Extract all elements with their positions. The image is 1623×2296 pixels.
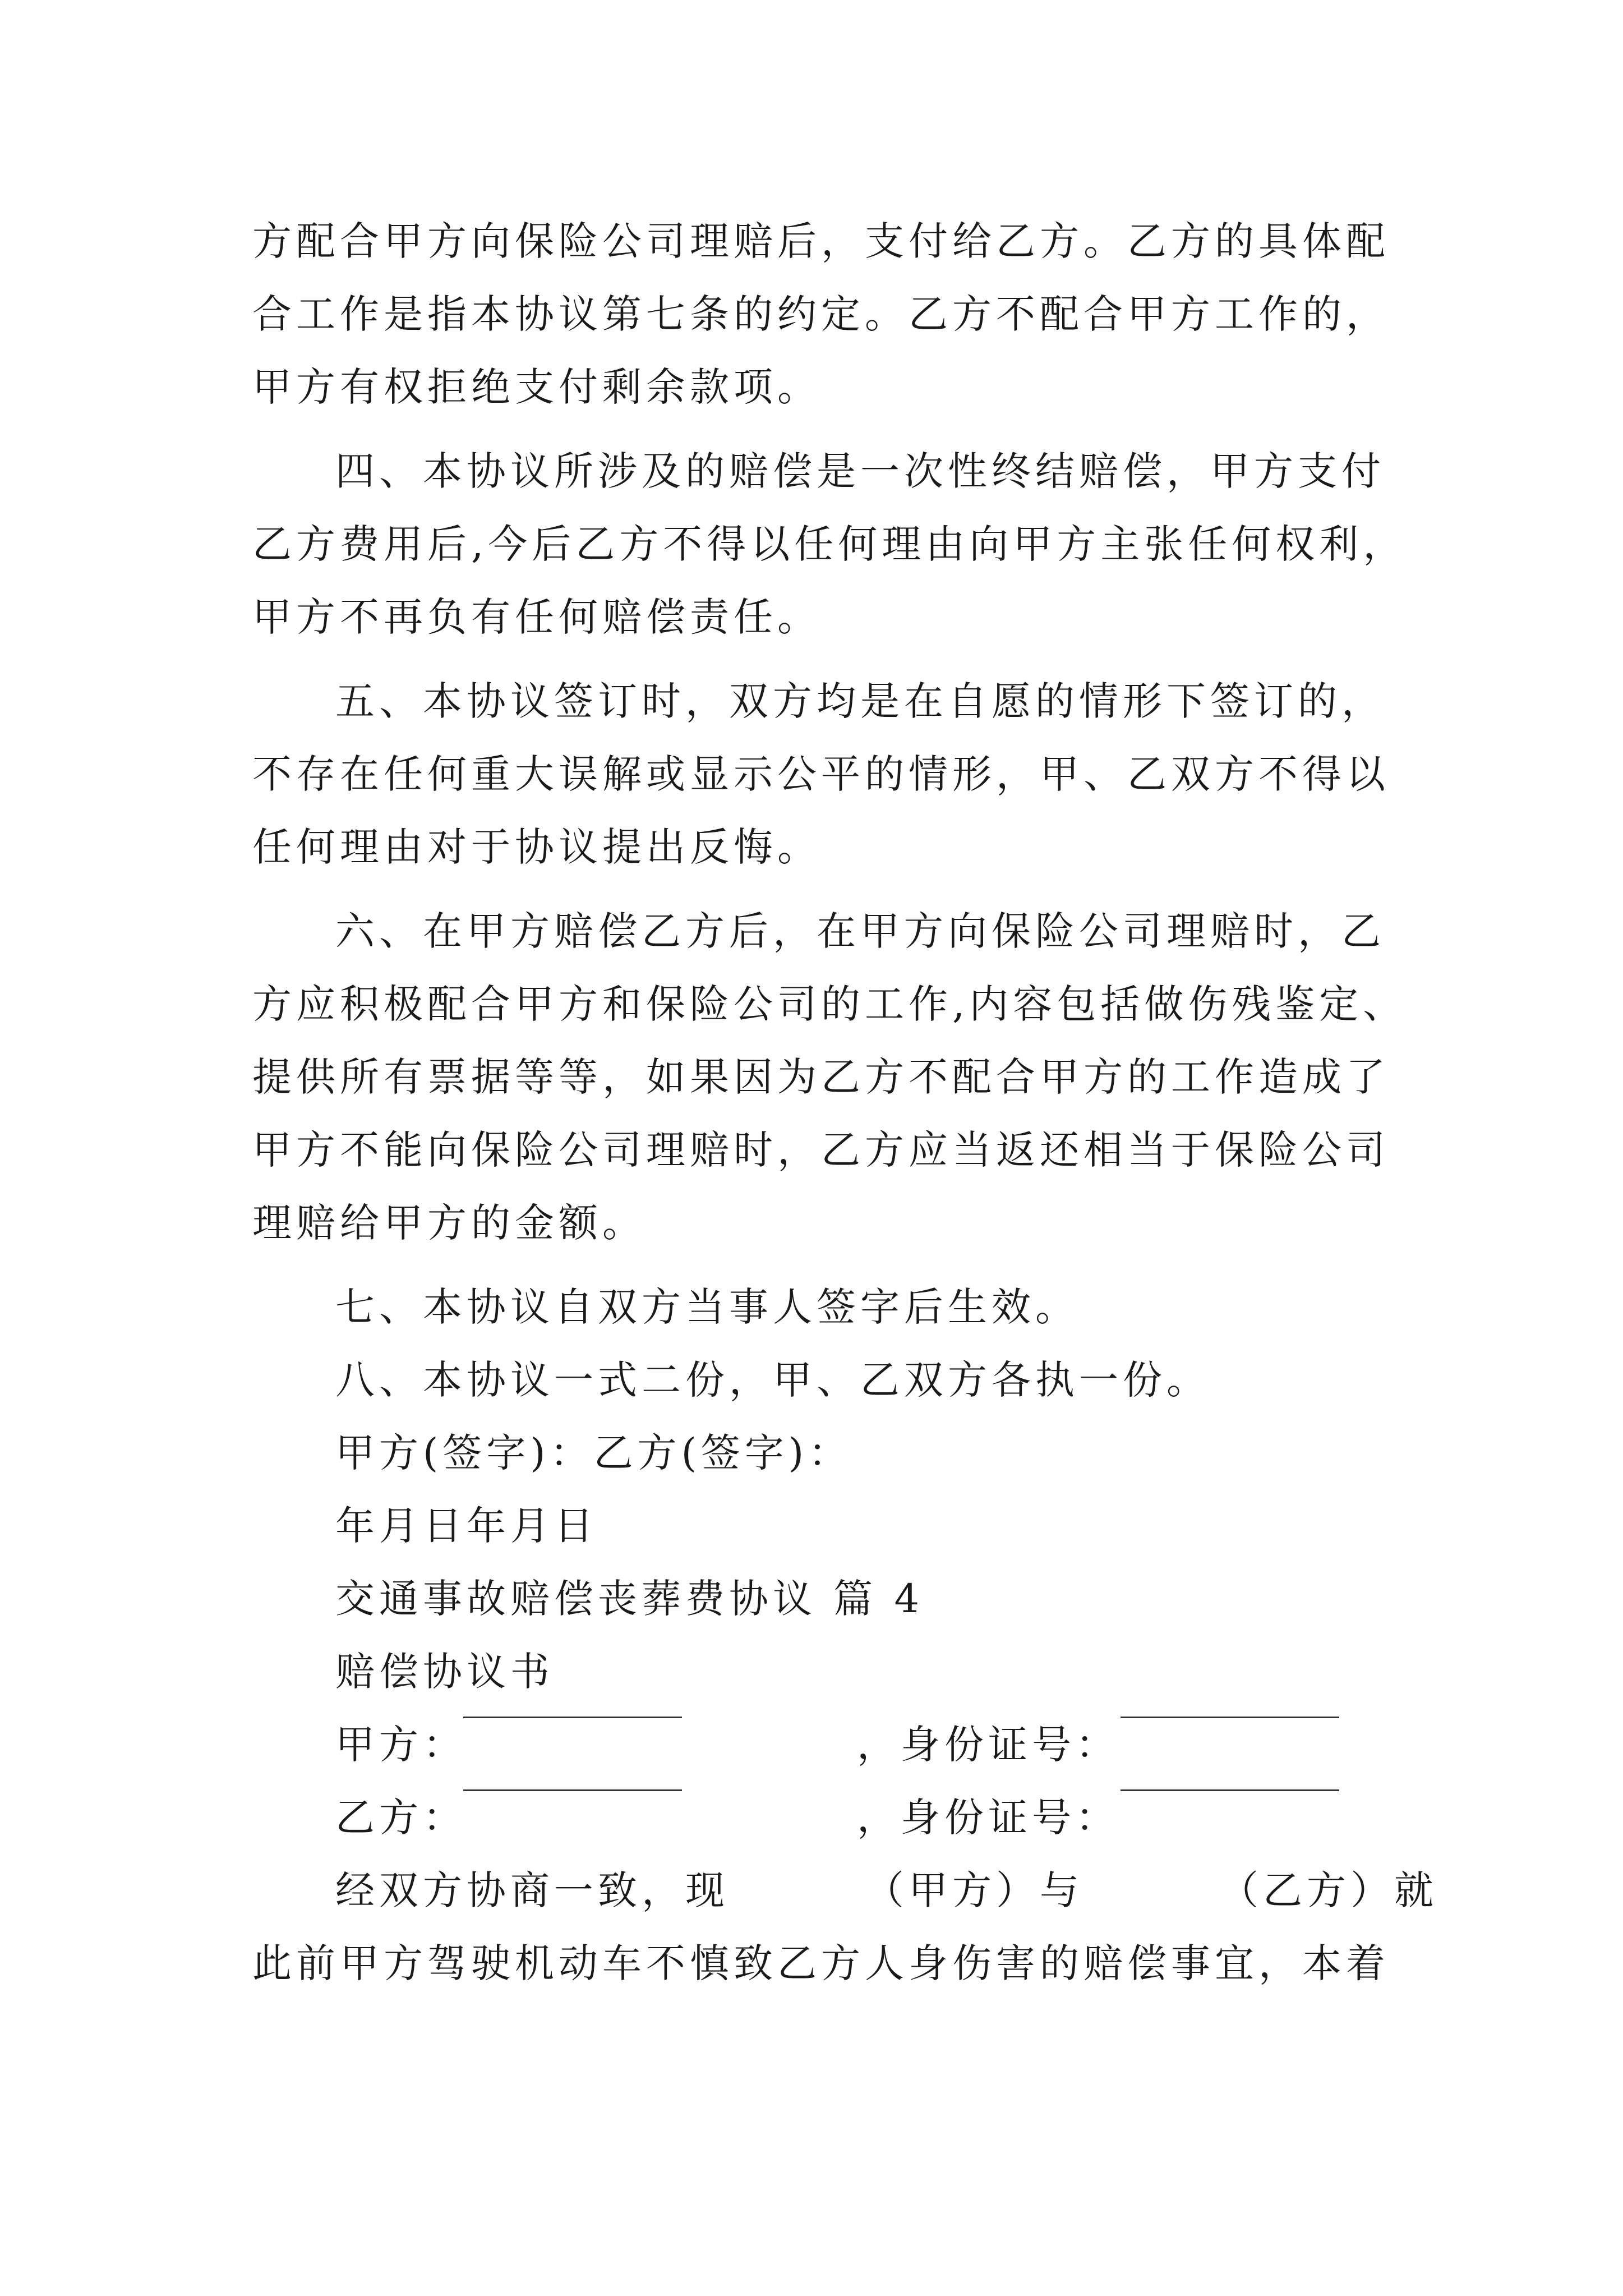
party-b-name-field[interactable] — [463, 1789, 682, 1791]
party-b-row — [335, 1789, 1401, 1846]
clause-four-line: 四、本协议所涉及的赔偿是一次性终结赔偿，甲方支付 — [335, 448, 1385, 494]
clause-eight-line: 八、本协议一式二份，甲、乙双方各执一份。 — [335, 1357, 1210, 1403]
paragraph-line: 任何理由对于协议提出反悔。 — [252, 824, 821, 870]
paragraph-line: 不存在任何重大误解或显示公平的情形，甲、乙双方不得以 — [252, 751, 1390, 797]
section-heading: 交通事故赔偿丧葬费协议 篇 4 — [335, 1576, 924, 1622]
party-b-id-field[interactable] — [1121, 1789, 1339, 1791]
paragraph-line: 理赔给甲方的金额。 — [252, 1200, 646, 1246]
paragraph-line: 方应积极配合甲方和保险公司的工作,内容包括做伤残鉴定、 — [252, 981, 1407, 1027]
paragraph-line: 乙方费用后,今后乙方不得以任何理由向甲方主张任何权利， — [252, 521, 1407, 567]
party-a-row — [335, 1717, 1401, 1773]
date-line: 年月日年月日 — [335, 1503, 598, 1549]
party-a-id-label: ，身份证号： — [857, 1722, 1119, 1768]
party-b-label: 乙方： — [335, 1795, 467, 1841]
paragraph-line: 甲方不能向保险公司理赔时，乙方应当返还相当于保险公司 — [252, 1127, 1390, 1173]
paragraph-line: 此前甲方驾驶机动车不慎致乙方人身伤害的赔偿事宜，本着 — [252, 1940, 1390, 1986]
paragraph-line: 合工作是指本协议第七条的约定。乙方不配合甲方工作的， — [252, 291, 1390, 337]
clause-five-line: 五、本协议签订时，双方均是在自愿的情形下签订的， — [335, 678, 1385, 724]
paragraph-line: 提供所有票据等等，如果因为乙方不配合甲方的工作造成了 — [252, 1054, 1390, 1100]
party-a-label: 甲方： — [335, 1722, 467, 1768]
document-title: 赔偿协议书 — [335, 1649, 554, 1695]
clause-six-line: 六、在甲方赔偿乙方后，在甲方向保险公司理赔时，乙 — [335, 908, 1385, 954]
clause-seven-line: 七、本协议自双方当事人签字后生效。 — [335, 1284, 1079, 1330]
party-b-id-label: ，身份证号： — [857, 1795, 1119, 1841]
signature-line: 甲方(签字)：乙方(签字)： — [335, 1430, 852, 1476]
paragraph-line: 经双方协商一致，现 （甲方）与 （乙方）就 — [335, 1867, 1438, 1913]
paragraph-line: 甲方不再负有任何赔偿责任。 — [252, 594, 821, 640]
paragraph-line: 方配合甲方向保险公司理赔后，支付给乙方。乙方的具体配 — [252, 218, 1390, 264]
party-a-id-field[interactable] — [1121, 1717, 1339, 1718]
party-a-name-field[interactable] — [463, 1717, 682, 1718]
paragraph-line: 甲方有权拒绝支付剩余款项。 — [252, 364, 821, 410]
